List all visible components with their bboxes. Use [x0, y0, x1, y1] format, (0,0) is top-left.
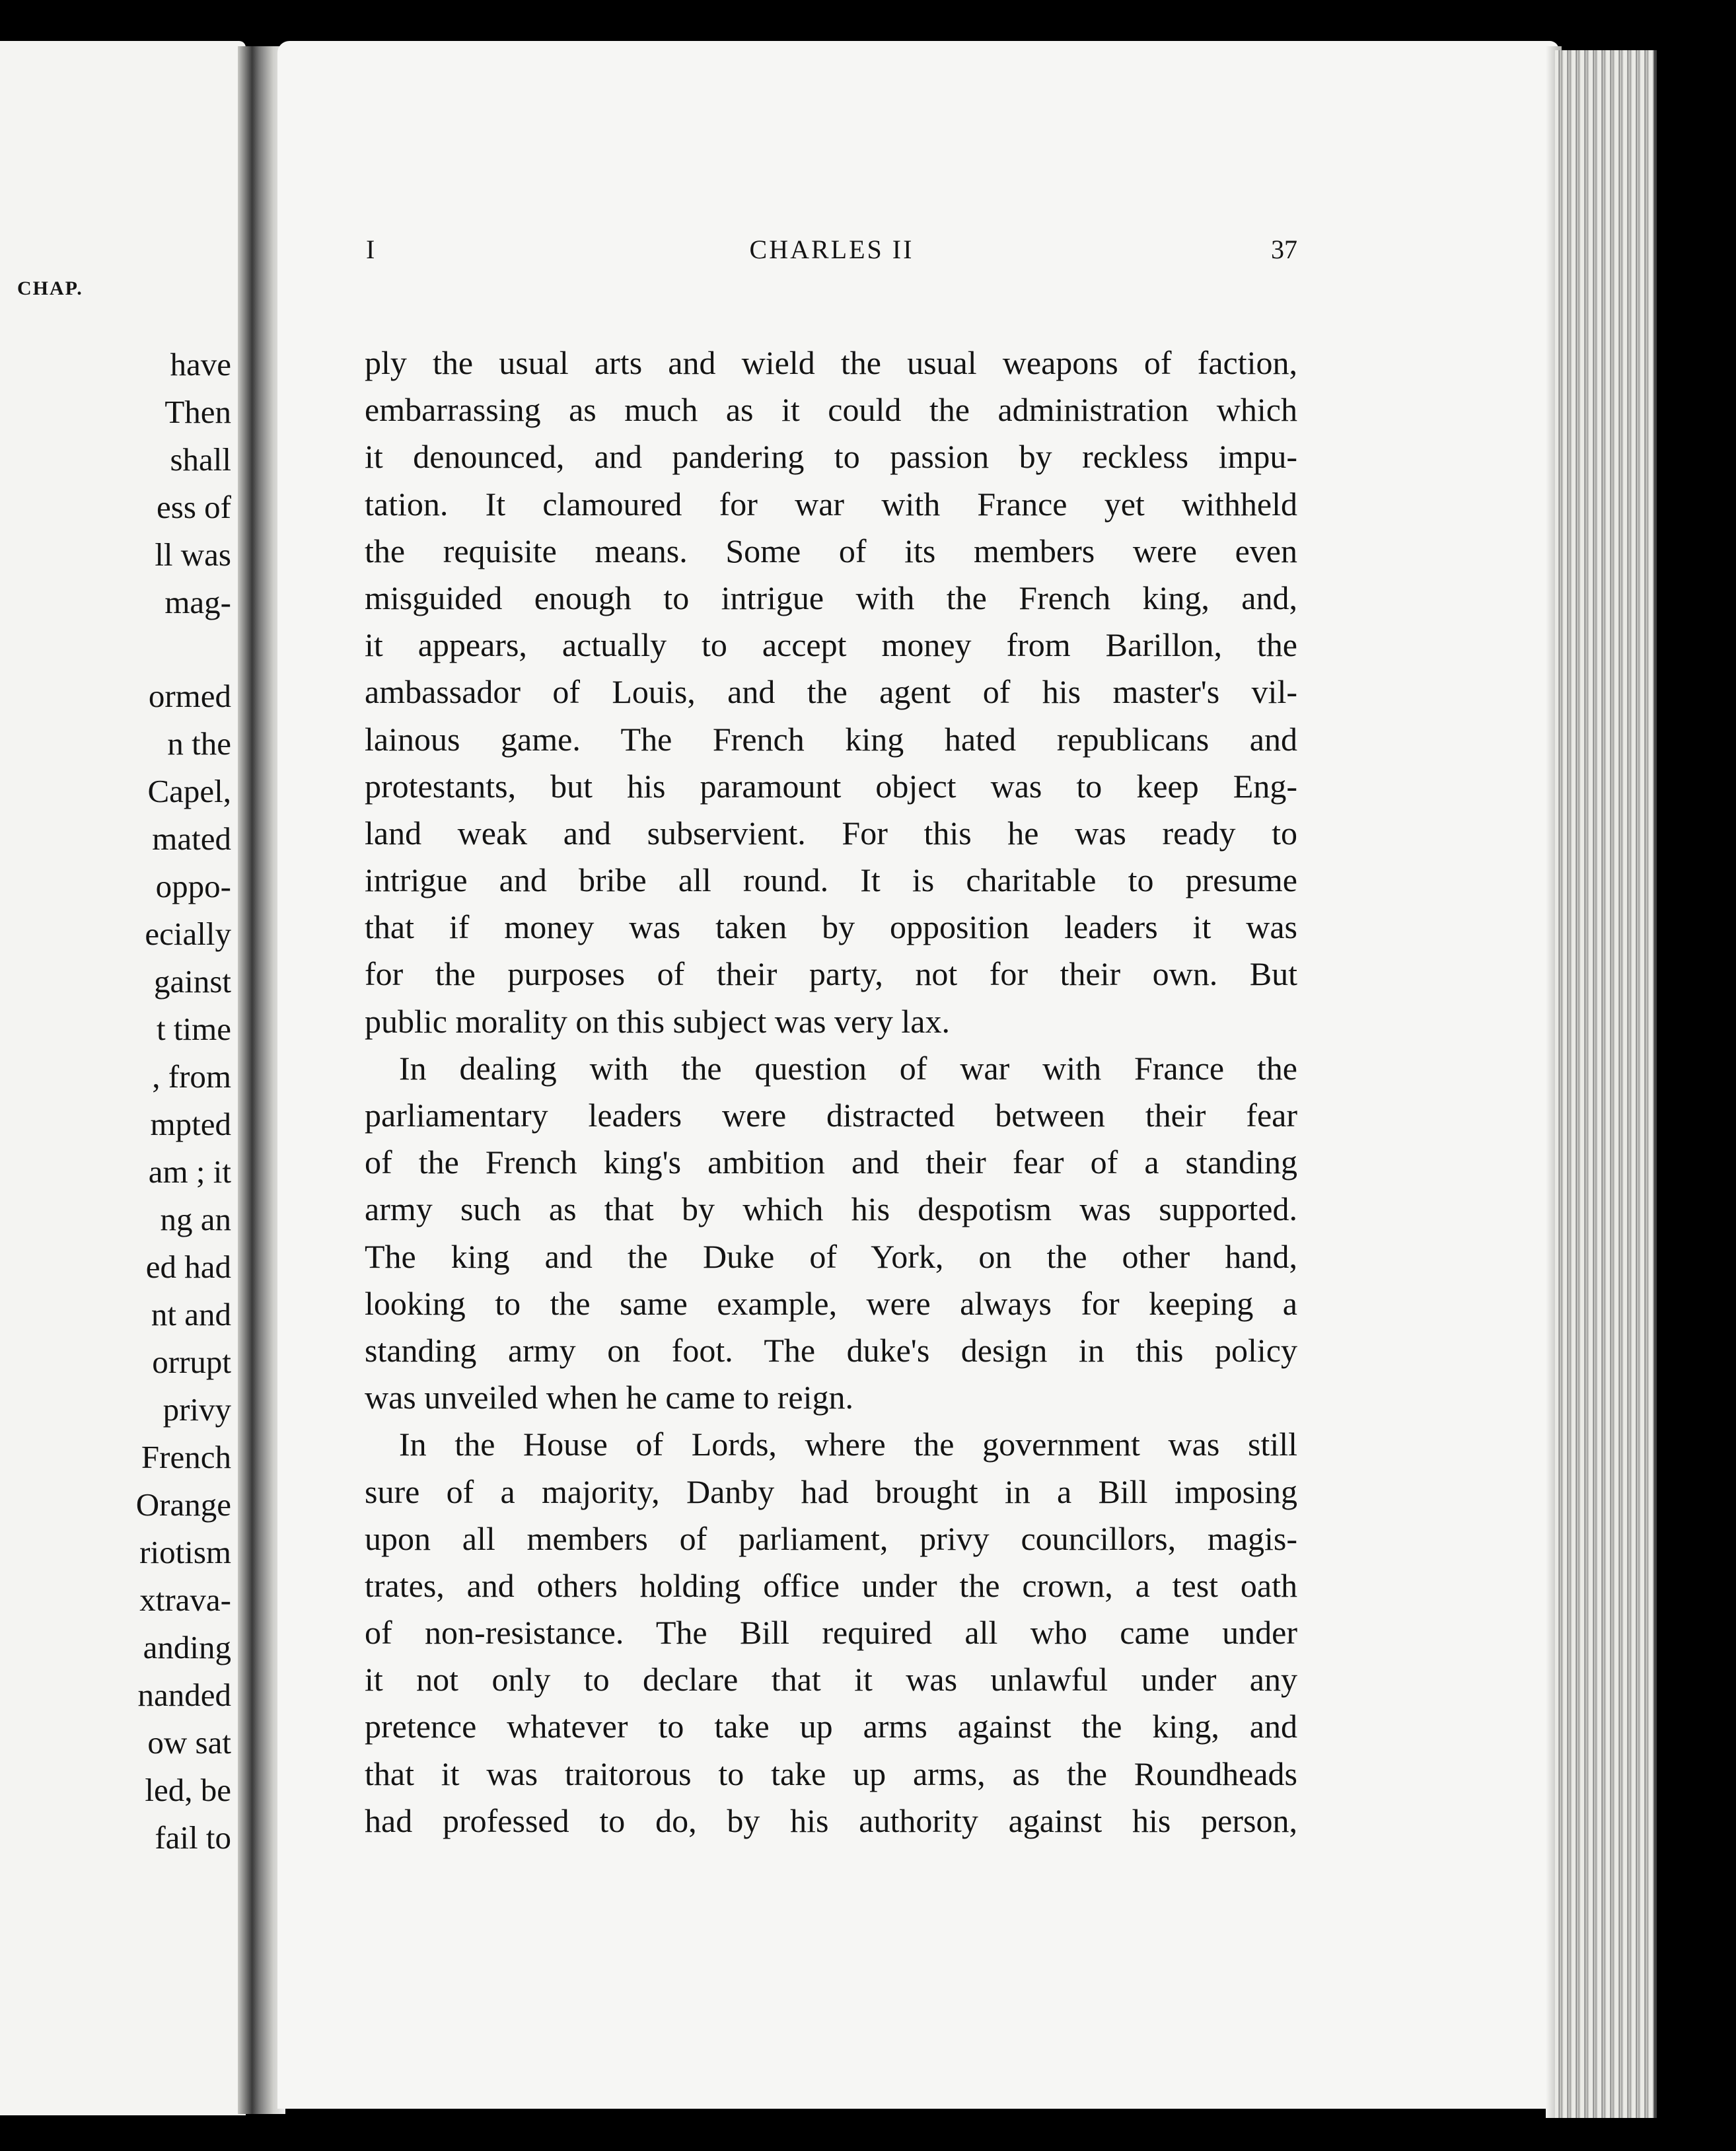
left-line: shall — [170, 441, 231, 478]
left-line: ng an — [160, 1201, 231, 1237]
text-line: trates, and others holding office under the crown, a test oath — [365, 1566, 1297, 1604]
text-line: the requisite means. Some of its members were even — [365, 532, 1297, 569]
text-line: was unveiled when he came to reign. — [365, 1379, 854, 1416]
text-line: public morality on this subject was very lax. — [365, 1002, 950, 1040]
left-line: Capel, — [147, 773, 231, 809]
text-line: parliamentary leaders were distracted between their fear — [365, 1097, 1297, 1134]
left-line: xtrava- — [139, 1582, 231, 1618]
text-line: had professed to do, by his authority against his person, — [365, 1802, 1297, 1839]
left-line: gainst — [153, 963, 231, 1000]
text-line: misguided enough to intrigue with the French king, and, — [365, 579, 1297, 616]
text-line: looking to the same example, were always for keeping a — [365, 1284, 1297, 1322]
text-line: The king and the Duke of York, on the other hand, — [365, 1237, 1297, 1275]
left-line: t time — [157, 1011, 231, 1047]
text-line: it not only to declare that it was unlawful under any — [365, 1661, 1297, 1698]
left-line: fail to — [155, 1819, 231, 1856]
text-line: of the French king's ambition and their fear of a standing — [365, 1144, 1297, 1181]
text-line: it denounced, and pandering to passion by reckless impu- — [365, 438, 1297, 476]
left-line: ll was — [155, 536, 231, 573]
left-line: ormed — [148, 678, 231, 714]
text-line: of non-resistance. The Bill required all who came under — [365, 1614, 1297, 1652]
left-line: mag- — [164, 584, 231, 620]
text-line: In the House of Lords, where the government was still — [399, 1426, 1297, 1463]
text-line: it appears, actually to accept money from Barillon, the — [365, 626, 1297, 664]
text-line: embarrassing as much as it could the administration which — [365, 391, 1297, 429]
left-line: am ; it — [148, 1153, 231, 1190]
left-line: mpted — [150, 1106, 231, 1142]
text-line: that it was traitorous to take up arms, as the Roundheads — [365, 1755, 1297, 1792]
page-number: 37 — [1271, 235, 1297, 264]
book-page-edges — [1555, 50, 1657, 2118]
text-line: that if money was taken by opposition leaders it was — [365, 908, 1297, 946]
text-line: for the purposes of their party, not for their own. But — [365, 955, 1297, 993]
running-head — [366, 234, 1297, 273]
text-line: protestants, but his paramount object was to keep Eng- — [365, 767, 1297, 805]
text-line: land weak and subservient. For this he was ready to — [365, 814, 1297, 852]
left-line: privy — [163, 1391, 231, 1428]
previous-page — [0, 41, 246, 2115]
text-line: standing army on foot. The duke's design in this policy — [365, 1331, 1297, 1369]
text-line: lainous game. The French king hated republicans and — [365, 720, 1297, 758]
left-text-fragments — [0, 341, 231, 1862]
current-page — [277, 41, 1559, 2109]
left-line: orrupt — [152, 1344, 231, 1380]
text-line: pretence whatever to take up arms against the king, and — [365, 1708, 1297, 1745]
left-line: nanded — [137, 1677, 231, 1713]
left-line: n the — [167, 725, 231, 762]
text-line: ambassador of Louis, and the agent of his master's vil- — [365, 673, 1297, 711]
chapter-numeral: I — [366, 235, 375, 264]
left-line: French — [141, 1439, 231, 1475]
left-chap-label: CHAP. — [17, 277, 83, 299]
left-line: anding — [143, 1629, 231, 1665]
left-line: mated — [152, 820, 231, 857]
left-line: ecially — [145, 916, 231, 952]
left-line: led, be — [145, 1772, 231, 1808]
text-line: army such as that by which his despotism was supported. — [365, 1190, 1297, 1228]
left-line: oppo- — [155, 868, 231, 904]
body-text — [365, 340, 1297, 1844]
paragraph-gap — [0, 626, 231, 673]
text-line: In dealing with the question of war with France the — [399, 1049, 1297, 1087]
left-line: ow sat — [147, 1724, 231, 1761]
left-line: Orange — [135, 1486, 231, 1523]
left-line: Then — [164, 394, 231, 430]
left-line: , from — [152, 1058, 231, 1095]
text-line: tation. It clamoured for war with France yet withheld — [365, 485, 1297, 523]
left-line: ess of — [157, 489, 231, 525]
running-title: CHARLES II — [749, 235, 914, 264]
text-line: ply the usual arts and wield the usual weapons of faction, — [365, 344, 1297, 381]
left-line: riotism — [139, 1534, 231, 1570]
text-line: sure of a majority, Danby had brought in a Bill imposing — [365, 1473, 1297, 1510]
left-line: nt and — [151, 1296, 231, 1332]
left-line: ed had — [145, 1249, 231, 1285]
left-line: have — [170, 346, 231, 383]
text-line: intrigue and bribe all round. It is charitable to presume — [365, 861, 1297, 899]
text-line: upon all members of parliament, privy councillors, magis- — [365, 1519, 1297, 1557]
